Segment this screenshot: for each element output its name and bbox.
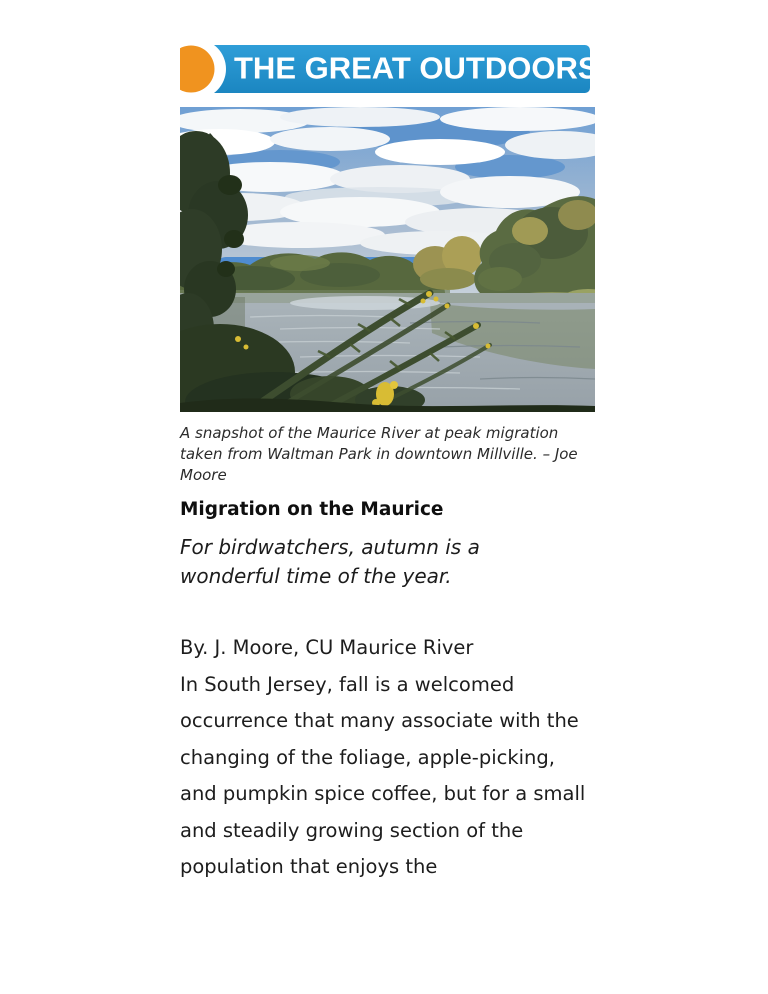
masthead-title: THE GREAT OUTDOORS [234, 50, 599, 86]
masthead-banner [180, 45, 599, 93]
river-scene-illustration [180, 107, 595, 412]
article-body [180, 630, 594, 886]
photo-caption: A snapshot of the Maurice River at peak migration taken from Waltman Park in downtown Millville. – Joe Moore [180, 424, 578, 484]
article-photo [180, 107, 595, 412]
article-standfirst: For birdwatchers, autumn is a wonderful time of the year. [180, 535, 480, 588]
article-byline: By. J. Moore, CU Maurice River [180, 636, 474, 659]
article-headline: Migration on the Maurice [180, 499, 444, 520]
article-paragraph: In South Jersey, fall is a welcomed occurrence that many associate with the changing of the foliage, apple-picking, and pumpkin spice coffee, but for a small and steadily growing section of the population that enjoys the [180, 672, 586, 878]
